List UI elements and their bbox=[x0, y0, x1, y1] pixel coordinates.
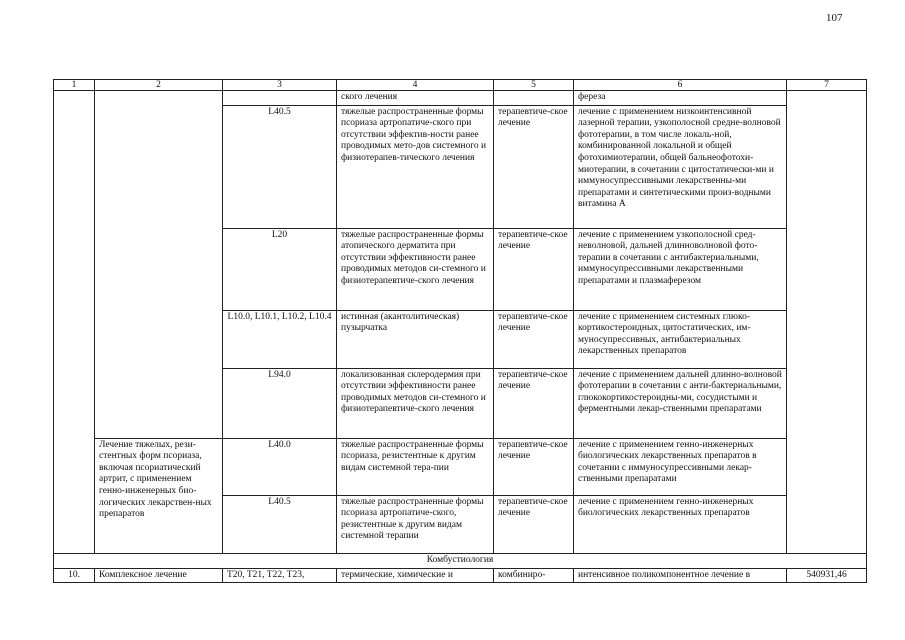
cell-condition: термические, химические и bbox=[337, 568, 494, 583]
cell-condition: локализованная склеродермия при отсутствии эффективности ранее проводимых методов си-стемного и физиотерапевтиче-ского лечения bbox=[337, 368, 494, 438]
table-row bbox=[54, 91, 867, 106]
cell-method: лечение с применением системных глюко-кортикостероидных, цитостатических, им-муносупрессивных, антибактериальных лекарственных препаратов bbox=[574, 310, 787, 368]
cell-method: лечение с применением дальней длинно-волновой фототерапии в сочетании с анти-бактериальными, глюкокортикостероидны-ми, сосудистыми и ферментными лекар-ственными препаратами bbox=[574, 368, 787, 438]
cell-code: T20, T21, T22, T23, bbox=[223, 568, 337, 583]
cell-treatment-type bbox=[494, 91, 574, 106]
column-number: 6 bbox=[574, 80, 787, 91]
cell-treatment-type: терапевтиче-ское лечение bbox=[494, 310, 574, 368]
cell-col7 bbox=[787, 91, 867, 554]
cell-treatment-type: комбиниро- bbox=[494, 568, 574, 583]
cell-treatment-type: терапевтиче-ское лечение bbox=[494, 368, 574, 438]
cell-col1 bbox=[54, 91, 95, 554]
cell-condition: тяжелые распространенные формы псориаза, резистентные к другим видам системной тера-пии bbox=[337, 438, 494, 495]
cell-service-name: Комплексное лечение bbox=[95, 568, 223, 583]
cell-condition: ского лечения bbox=[337, 91, 494, 106]
section-title: Комбустиология bbox=[54, 553, 867, 568]
cell-method: лечение с применением генно-инженерных биологических лекарственных препаратов bbox=[574, 495, 787, 553]
cell-col2 bbox=[95, 91, 223, 439]
section-row bbox=[54, 553, 867, 568]
cell-method: интенсивное поликомпонентное лечение в bbox=[574, 568, 787, 583]
column-number: 3 bbox=[223, 80, 337, 91]
cell-code: L40.5 bbox=[223, 105, 337, 228]
cell-code: L20 bbox=[223, 228, 337, 310]
cell-treatment-type: терапевтиче-ское лечение bbox=[494, 105, 574, 228]
cell-code: L40.5 bbox=[223, 495, 337, 553]
cell-number: 10. bbox=[54, 568, 95, 583]
column-number: 4 bbox=[337, 80, 494, 91]
cell-code: L10.0, L10.1, L10.2, L10.4 bbox=[223, 310, 337, 368]
cell-treatment-type: терапевтиче-ское лечение bbox=[494, 495, 574, 553]
cell-method: лечение с применением низкоинтенсивной лазерной терапии, узкополосной средне-волновой фототерапии, в том числе локаль-ной, комбинированной локальной и общей фотохимиотерапии, общей бальнеофотохи-миотерапии, в сочетании с цитостатически-ми и иммуносупрессивными лекарственны-ми препаратами и синтетическими произ-водными витамина А bbox=[574, 105, 787, 228]
cell-cost: 540931,46 bbox=[787, 568, 867, 583]
table-row bbox=[54, 568, 867, 583]
column-number-row bbox=[54, 80, 867, 91]
cell-treatment-type: терапевтиче-ское лечение bbox=[494, 438, 574, 495]
page-number: 107 bbox=[826, 12, 843, 24]
cell-method: лечение с применением генно-инженерных биологических лекарственных препаратов в сочетании с иммуносупрессивными лекар-ственными препаратами bbox=[574, 438, 787, 495]
cell-condition: истинная (акантолитическая) пузырчатка bbox=[337, 310, 494, 368]
column-number: 2 bbox=[95, 80, 223, 91]
cell-condition: тяжелые распространенные формы атопического дерматита при отсутствии эффективности ранее проводимых методов си-стемного и физиотерапевтиче-ского лечения bbox=[337, 228, 494, 310]
cell-condition: тяжелые распространенные формы псориаза артропатиче-ского, резистентные к другим видам системной терапии bbox=[337, 495, 494, 553]
cell-code: L40.0 bbox=[223, 438, 337, 495]
cell-method: фереза bbox=[574, 91, 787, 106]
column-number: 1 bbox=[54, 80, 95, 91]
cell-code bbox=[223, 91, 337, 106]
cell-treatment-type: терапевтиче-ское лечение bbox=[494, 228, 574, 310]
services-table bbox=[53, 79, 867, 583]
cell-code: L94.0 bbox=[223, 368, 337, 438]
cell-service-name: Лечение тяжелых, рези-стентных форм псориаза, включая псориатический артрит, с применением генно-инженерных био-логических лекарствен-ных препаратов bbox=[95, 438, 223, 553]
cell-condition: тяжелые распространенные формы псориаза артропатиче-ского при отсутствии эффектив-ности ранее проводимых мето-дов системного и физиотерапев-тического лечения bbox=[337, 105, 494, 228]
table-row bbox=[54, 438, 867, 495]
column-number: 5 bbox=[494, 80, 574, 91]
cell-method: лечение с применением узкополосной сред-неволновой, дальней длинноволновой фото-терапии в сочетании с антибактериальными, иммуносупрессивными лекарственными препаратами и плазмаферезом bbox=[574, 228, 787, 310]
column-number: 7 bbox=[787, 80, 867, 91]
